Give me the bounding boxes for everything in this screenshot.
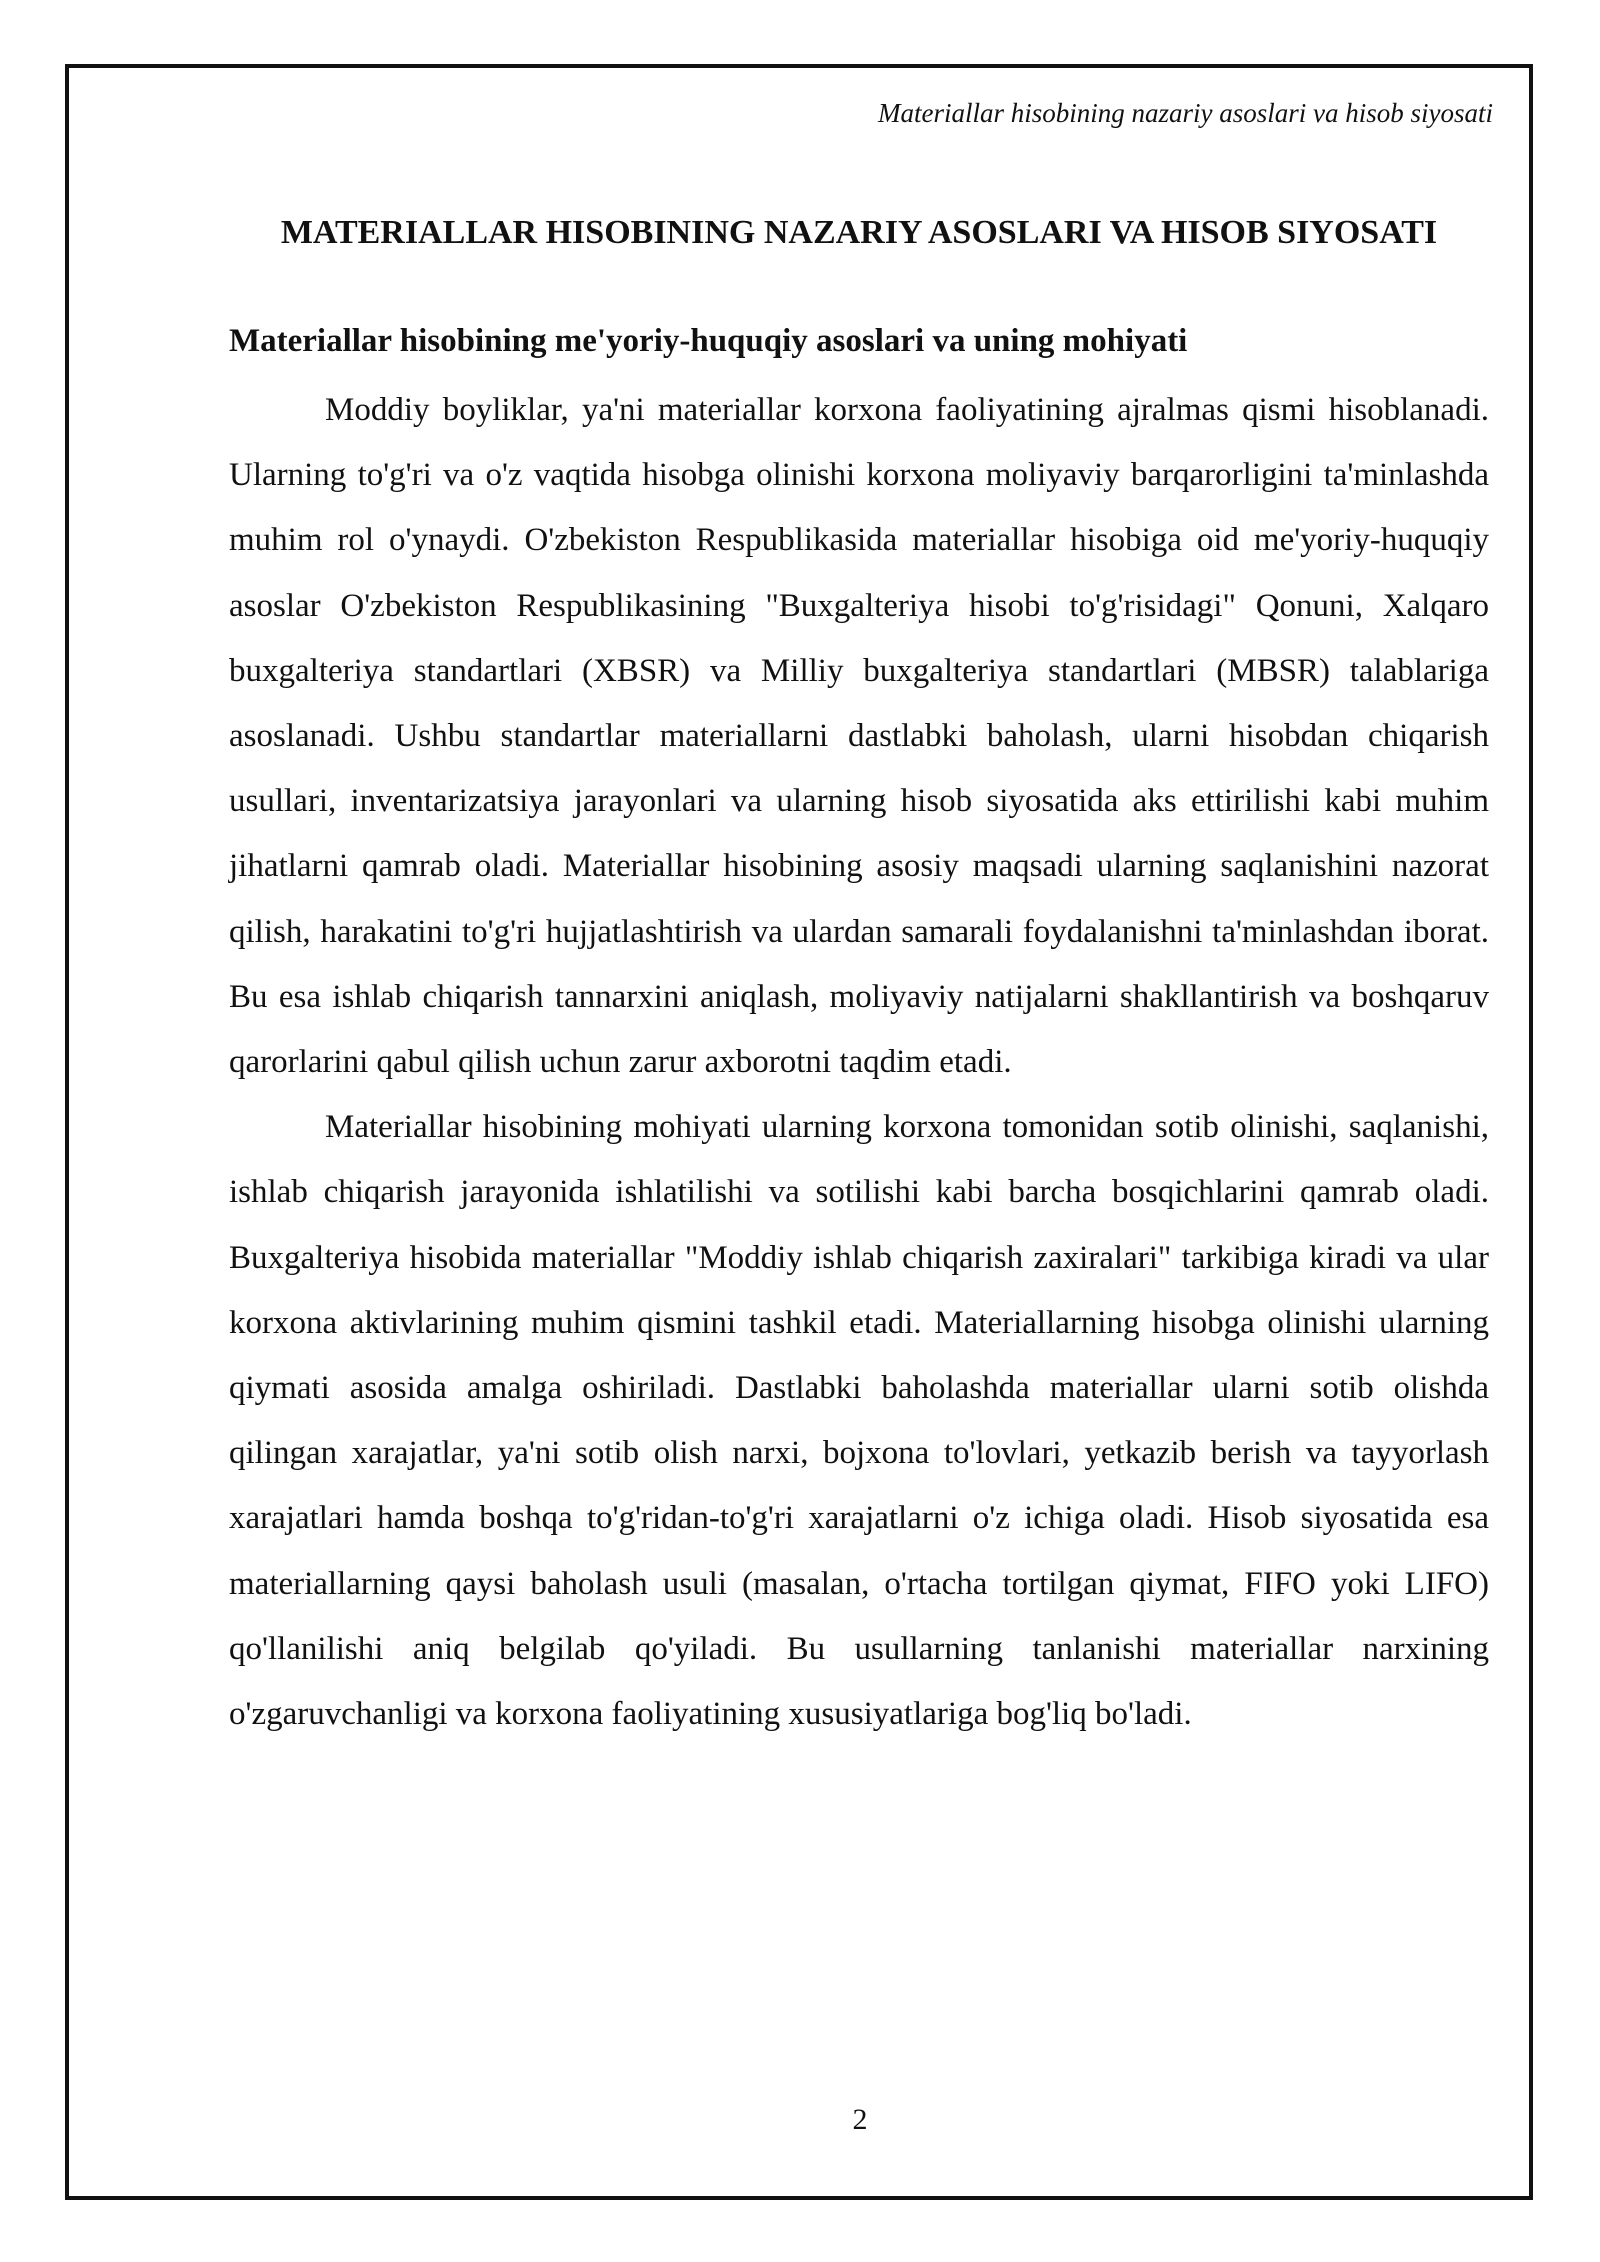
document-title: MATERIALLAR HISOBINING NAZARIY ASOSLARI VA HISOB SIYOSATI <box>280 214 1438 251</box>
running-header: Materiallar hisobining nazariy asoslari va hisob siyosati <box>877 98 1493 128</box>
page-number: 2 <box>852 2103 868 2136</box>
paragraph-1: Moddiy boyliklar, ya'ni materiallar korxona faoliyatining ajralmas qismi hisoblanadi. Ularning to'g'ri va o'z vaqtida hisobga olinishi korxona moliyaviy barqarorligini ta'minlashda muhim rol o'ynaydi. O'zbekiston Respublikasida materiallar hisobiga oid me'yoriy-huquqiy asoslar O'zbekiston Respublikasining "Buxgalteriya hisobi to'g'risidagi" Qonuni, Xalqaro buxgalteriya standartlari (XBSR) va Milliy buxgalteriya standartlari (MBSR) talablariga asoslanadi. Ushbu standartlar materiallarni dastlabki baholash, ularni hisobdan chiqarish usullari, inventarizatsiya jarayonlari va ularning hisob siyosatida aks ettirilishi kabi muhim jihatlarni qamrab oladi. Materiallar hisobining asosiy maqsadi ularning saqlanishini nazorat qilish, harakatini to'g'ri hujjatlashtirish va ulardan samarali foydalanishni ta'minlashdan iborat. Bu esa ishlab chiqarish tannarxini aniqlash, moliyaviy natijalarni shakllantirish va boshqaruv qarorlarini qabul qilish uchun zarur axborotni taqdim etadi. <box>229 392 1489 1081</box>
paragraph-2: Materiallar hisobining mohiyati ularning korxona tomonidan sotib olinishi, saqlanishi, ishlab chiqarish jarayonida ishlatilishi va sotilishi kabi barcha bosqichlarini qamrab oladi. Buxgalteriya hisobida materiallar "Moddiy ishlab chiqarish zaxiralari" tarkibiga kiradi va ular korxona aktivlarining muhim qismini tashkil etadi. Materiallarning hisobga olinishi ularning qiymati asosida amalga oshiriladi. Dastlabki baholashda materiallar ularni sotib olishda qilingan xarajatlar, ya'ni sotib olish narxi, bojxona to'lovlari, yetkazib berish va tayyorlash xarajatlari hamda boshqa to'g'ridan-to'g'ri xarajatlarni o'z ichiga oladi. Hisob siyosatida esa materiallarning qaysi baholash usuli (masalan, o'rtacha tortilgan qiymat, FIFO yoki LIFO) qo'llanilishi aniq belgilab qo'yiladi. Bu usullarning tanlanishi materiallar narxining o'zgaruvchanligi va korxona faoliyatining xususiyatlariga bog'liq bo'ladi. <box>229 1109 1489 1733</box>
document-body <box>229 200 1489 1747</box>
section-heading: Materiallar hisobining me'yoriy-huquqiy asoslari va uning mohiyati <box>229 323 1188 359</box>
